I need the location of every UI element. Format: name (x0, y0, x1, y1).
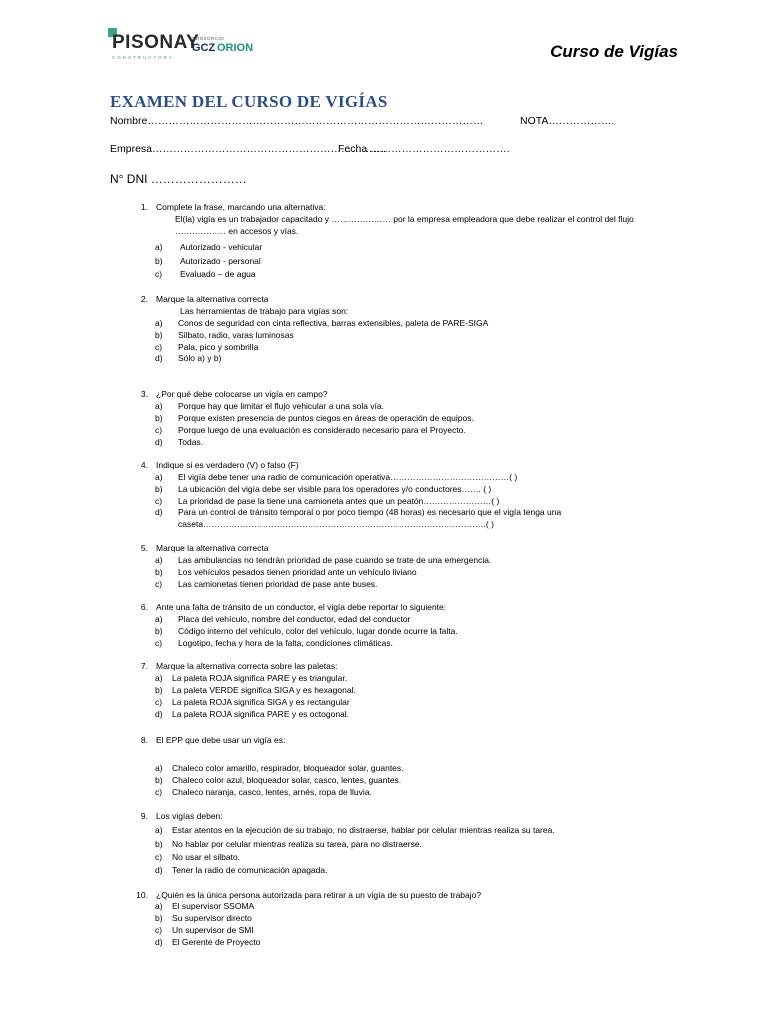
option-text: Porque luego de una evaluación es considerado necesario para el Proyecto. (178, 425, 466, 435)
option-text: Chaleco color amarillo, respirador, bloqueador solar, guantes. (172, 763, 404, 773)
option-text: Autorizado - vehicular (180, 242, 263, 252)
question-text: ¿Por qué debe colocarse un vigía en campo? (156, 389, 328, 399)
fecha-field: Fecha …………………………………. (338, 143, 510, 155)
option-text: Sólo a) y b) (178, 353, 222, 363)
option-text: El Gerente de Proyecto (172, 937, 261, 947)
option-letter: d) (155, 937, 163, 947)
option-text: Las ambulancias no tendrán prioridad de pase cuando se trate de una emergencia. (178, 555, 492, 565)
question-text: ¿Quién es la única persona autorizada para retirar a un vigía de su puesto de trabajo? (156, 890, 482, 900)
option-letter: a) (155, 472, 163, 482)
option-text: La prioridad de pase la tiene una camioneta antes que un peatón……………………( ) (178, 496, 500, 506)
option-text: Para un control de tránsito temporal o por poco tiempo (48 horas) es necesario que el vigía tenga una (178, 507, 562, 517)
option-text: Evaluado – de agua (180, 269, 256, 279)
option-text: Porque existen presencia de puntos ciegos en áreas de operación de equipos. (178, 413, 474, 423)
logo-main-text: PISONAY (112, 32, 200, 53)
option-letter: c) (155, 342, 163, 352)
option-letter: c) (155, 425, 163, 435)
logo-gcz-text: GCZ (192, 42, 216, 54)
question-subtext: ……………… en accesos y vías. (175, 226, 299, 236)
option-text: La paleta VERDE significa SIGA y es hexagonal. (172, 685, 356, 695)
option-letter: c) (155, 638, 163, 648)
option-letter: c) (155, 852, 163, 862)
option-text: Chaleco color azul, bloqueador solar, casco, lentes, guantes. (172, 775, 402, 785)
question-number: 9. (140, 811, 148, 821)
option-letter: b) (155, 839, 163, 849)
question-number: 8. (140, 735, 148, 745)
question-number: 3. (140, 389, 148, 399)
option-letter: a) (155, 318, 163, 328)
logo-consorcio-text: CONSORCIO (192, 36, 225, 41)
option-continuation: caseta……………………………………………………………………………………….( ) (178, 519, 494, 529)
question-number: 7. (140, 661, 148, 671)
option-text: Pala, pico y sombrilla (178, 342, 259, 352)
option-text: Silbato, radio, varas luminosas (178, 330, 294, 340)
question-subtext: Las herramientas de trabajo para vigías son: (180, 306, 349, 316)
option-letter: c) (155, 496, 163, 506)
nota-field: NOTA………………. (520, 115, 615, 127)
option-letter: a) (155, 614, 163, 624)
option-letter: b) (155, 567, 163, 577)
question-number: 1. (140, 202, 148, 212)
question-number: 10. (136, 890, 148, 900)
option-letter: d) (155, 865, 163, 875)
option-text: Autorizado - personal (180, 256, 261, 266)
question-number: 5. (140, 543, 148, 553)
question-text: Ante una falta de tránsito de un conductor, el vigía debe reportar lo siguiente: (156, 602, 447, 612)
option-letter: a) (155, 673, 163, 683)
option-letter: b) (155, 913, 163, 923)
option-text: No hablar por celular mientras realiza su tarea, para no distraerse. (172, 839, 422, 849)
empresa-field: Empresa…………………………………………………………. (110, 143, 386, 155)
option-text: Conos de seguridad con cinta reflectiva, barras extensibles, paleta de PARE-SIGA (178, 318, 489, 328)
option-letter: b) (155, 775, 163, 785)
question-number: 2. (140, 294, 148, 304)
question-text: Marque la alternativa correcta (156, 294, 269, 304)
logo-sub-text: CONSTRUCTORA (112, 55, 174, 60)
exam-title: EXAMEN DEL CURSO DE VIGÍAS (110, 92, 388, 111)
option-text: El vigía debe tener una radio de comunicación operativa……………………………………( ) (178, 472, 518, 482)
option-text: Chaleco naranja, casco, lentes, arnés, ropa de lluvia. (172, 787, 372, 797)
option-text: Los vehículos pesados tienen prioridad ante un vehículo liviano (178, 567, 417, 577)
option-letter: b) (155, 685, 163, 695)
question-text: Indique si es verdadero (V) o falso (F) (156, 460, 299, 470)
option-text: Código interno del vehículo, color del vehículo, lugar donde ocurre la falta. (178, 626, 458, 636)
question-number: 6. (140, 602, 148, 612)
question-text: Marque la alternativa correcta sobre las paletas: (156, 661, 338, 671)
option-letter: a) (155, 825, 163, 835)
option-letter: a) (155, 763, 163, 773)
option-text: Placa del vehículo, nombre del conductor, edad del conductor (178, 614, 411, 624)
option-text: La ubicación del vigía debe ser visible para los operadores y/o conductores……. ( ) (178, 484, 492, 494)
option-letter: d) (155, 507, 163, 517)
option-text: Tener la radio de comunicación apagada. (172, 865, 328, 875)
question-text: Complete la frase, marcando una alternativa: (156, 202, 326, 212)
option-letter: b) (155, 256, 163, 266)
option-text: Logotipo, fecha y hora de la falta, condiciones climáticas. (178, 638, 393, 648)
option-letter: b) (155, 626, 163, 636)
option-text: La paleta ROJA significa SIGA y es rectangular (172, 697, 350, 707)
option-text: Estar atentos en la ejecución de su trabajo, no distraerse, hablar por celular mientras realiza su tarea. (172, 825, 555, 835)
question-subtext: El(la) vigía es un trabajador capacitado y ………………… por la empresa empleadora que debe realizar el control del flujo (175, 214, 634, 224)
option-letter: a) (155, 555, 163, 565)
option-letter: b) (155, 413, 163, 423)
option-letter: b) (155, 484, 163, 494)
option-letter: d) (155, 353, 163, 363)
option-letter: c) (155, 787, 163, 797)
option-letter: c) (155, 925, 163, 935)
option-text: Un supervisor de SMI (172, 925, 254, 935)
question-text: El EPP que debe usar un vigía es: (156, 735, 286, 745)
option-letter: a) (155, 242, 163, 252)
option-text: Todas. (178, 437, 204, 447)
option-text: Las camionetas tienen prioridad de pase ante buses. (178, 579, 378, 589)
option-letter: a) (155, 401, 163, 411)
option-text: La paleta ROJA significa PARE y es triangular. (172, 673, 348, 683)
option-text: La paleta ROJA significa PARE y es octogonal. (172, 709, 350, 719)
option-text: No usar el silbato. (172, 852, 241, 862)
option-text: Su supervisor directo (172, 913, 252, 923)
option-letter: c) (155, 697, 163, 707)
option-letter: d) (155, 709, 163, 719)
document-header-title: Curso de Vigías (550, 42, 678, 61)
option-letter: d) (155, 437, 163, 447)
option-text: El supervisor SSOMA (172, 901, 255, 911)
option-text: Porque hay que limitar el flujo vehicular a una sola vía. (178, 401, 385, 411)
question-text: Marque la alternativa correcta (156, 543, 269, 553)
option-letter: b) (155, 330, 163, 340)
option-letter: c) (155, 269, 163, 279)
option-letter: a) (155, 901, 163, 911)
option-letter: c) (155, 579, 163, 589)
question-number: 4. (140, 460, 148, 470)
logo-orion-text: ORION (217, 42, 254, 54)
question-text: Los vigías deben: (156, 811, 223, 821)
nombre-field: Nombre…………………………………………………………………………………… (110, 115, 484, 127)
dni-field: N° DNI …………………… (110, 172, 247, 186)
